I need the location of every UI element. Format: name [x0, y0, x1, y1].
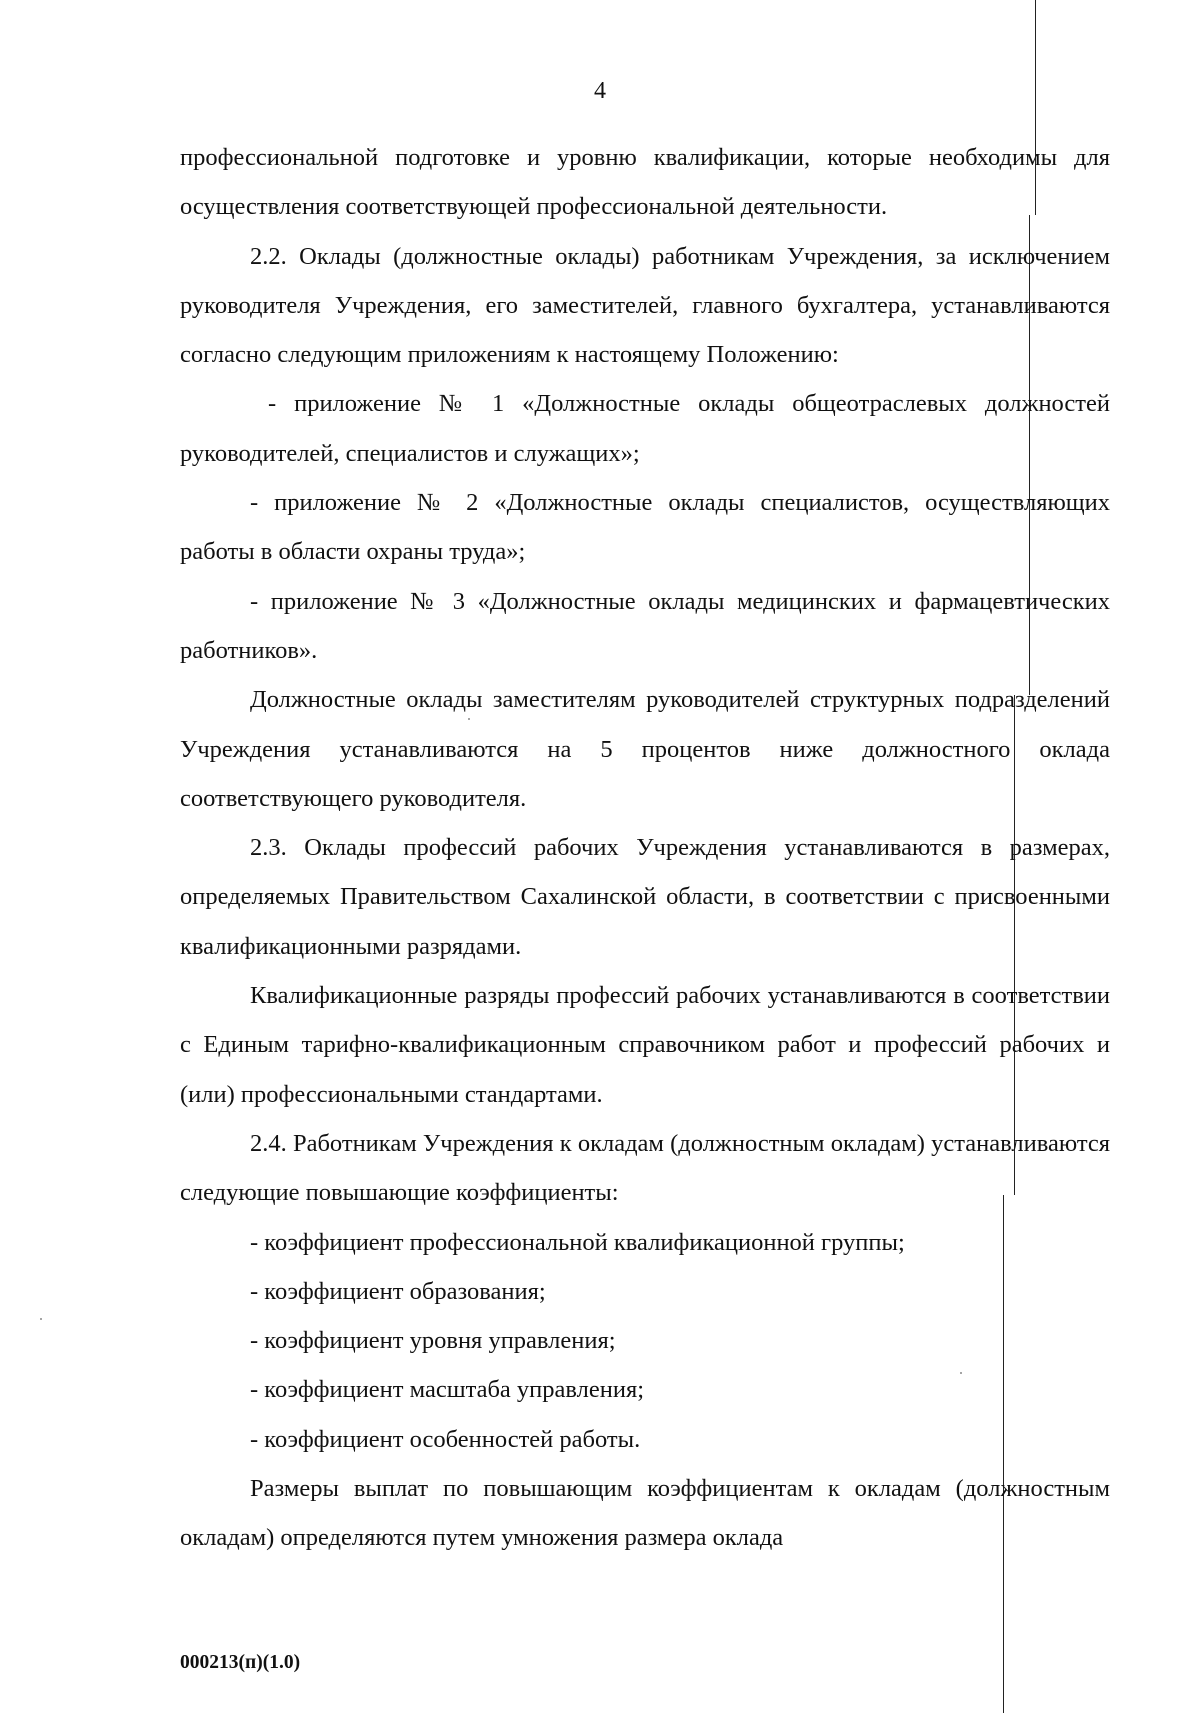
document-code: 000213(п)(1.0) [180, 1652, 301, 1673]
paragraph-qualification-grades: Квалификационные разряды профессий рабочих устанавливаются в соответствии с Единым тарифно-квалификационным справочником работ и профессий рабочих и (или) профессиональными стандартами. [180, 982, 1110, 1108]
paragraph-continuation: профессиональной подготовке и уровню квалификации, которые необходимы для осуществления соответствующей профессиональной деятельности. [180, 144, 1110, 221]
appendix-item-2: - приложение № 2 «Должностные оклады специалистов, осуществляющих работы в области охраны труда»; [180, 489, 1110, 566]
paragraph-deputy-salaries: Должностные оклады заместителям руководителей структурных подразделений Учреждения устанавливаются на 5 процентов ниже должностного оклада соответствующего руководителя. [180, 686, 1110, 812]
scan-speck [40, 1318, 42, 1320]
paragraph-2-2: 2.2. Оклады (должностные оклады) работникам Учреждения, за исключением руководителя Учреждения, его заместителей, главного бухгалтера, устанавливаются согласно следующим приложениям к настоящему Положению: [180, 242, 1110, 369]
body-text [180, 133, 1110, 1563]
coefficient-list-item: - коэффициент профессиональной квалификационной группы; [250, 1228, 905, 1256]
appendix-item-3: - приложение № 3 «Должностные оклады медицинских и фармацевтических работников». [180, 587, 1110, 664]
coefficient-list-item: - коэффициент уровня управления; [250, 1327, 616, 1355]
coefficient-list-item: - коэффициент образования; [250, 1277, 546, 1305]
paragraph-payment-sizes: Размеры выплат по повышающим коэффициентам к окладам (должностным окладам) определяются путем умножения размера оклада [180, 1475, 1110, 1552]
paragraph-2-3: 2.3. Оклады профессий рабочих Учреждения устанавливаются в размерах, определяемых Правительством Сахалинской области, в соответствии с присвоенными квалификационными разрядами. [180, 834, 1110, 960]
page-number: 4 [594, 78, 606, 104]
coefficient-list-item: - коэффициент особенностей работы. [250, 1425, 641, 1453]
paragraph-2-4: 2.4. Работникам Учреждения к окладам (должностным окладам) устанавливаются следующие повышающие коэффициенты: [180, 1129, 1110, 1207]
appendix-item-1: - приложение № 1 «Должностные оклады общеотраслевых должностей руководителей, специалистов и служащих»; [180, 390, 1110, 467]
coefficient-list-item: - коэффициент масштаба управления; [250, 1376, 645, 1404]
